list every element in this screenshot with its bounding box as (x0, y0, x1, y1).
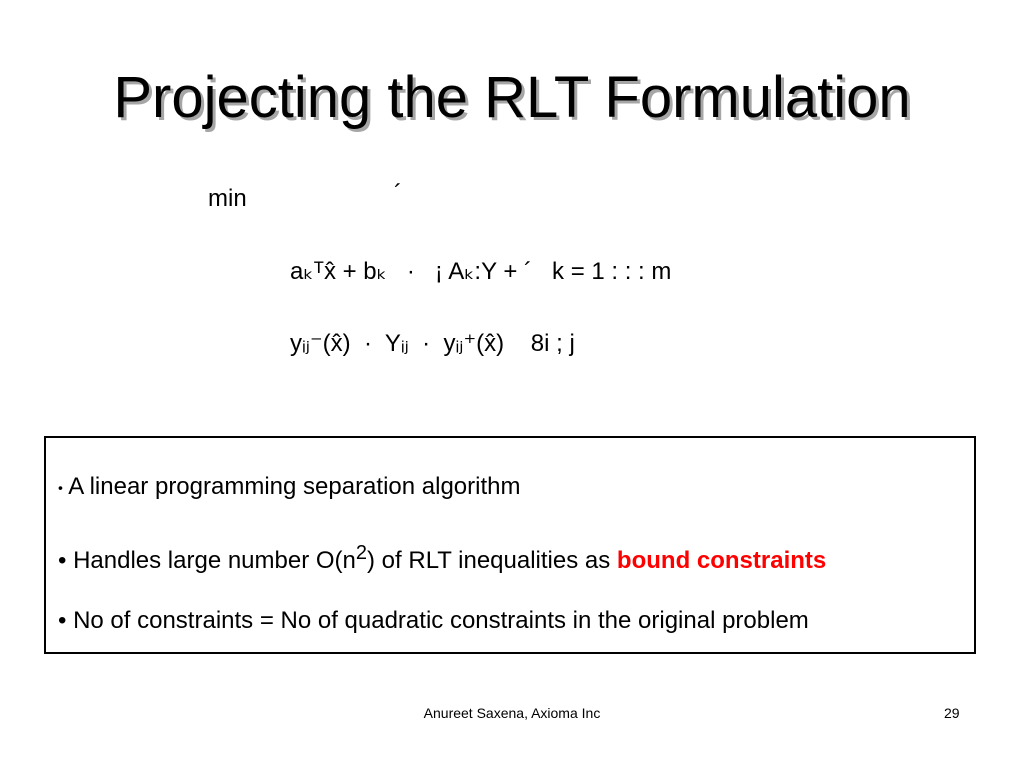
bullet-text-after: ) of RLT inequalities as (367, 547, 617, 574)
bullet-item-rlt-inequalities (58, 538, 826, 576)
formula-linear-constraint: aₖᵀx̂ + bₖ · ¡ Aₖ:Y + ´ k = 1 : : : m (290, 258, 672, 285)
bullet-text-before: Handles large number O(n (73, 547, 356, 574)
superscript-exponent: 2 (355, 542, 368, 564)
formula-objective-symbol: ´ (394, 180, 402, 207)
bullet-marker: • (58, 547, 67, 574)
slide-title: Projecting the RLT Formulation (113, 65, 911, 130)
bullet-item-constraint-count (58, 606, 809, 636)
bullet-item-lp-separation (58, 472, 520, 503)
formula-bound-constraint: yᵢⱼ⁻(x̂) · Yᵢⱼ · yᵢⱼ⁺(x̂) 8i ; j (290, 330, 575, 357)
bullet-text: A linear programming separation algorithm (68, 473, 521, 500)
bullet-box (44, 436, 976, 654)
bullet-marker: • (58, 479, 63, 496)
bullet-marker: • (58, 607, 67, 634)
highlight-bound-constraints: bound constraints (616, 547, 827, 574)
bullet-text: No of constraints = No of quadratic constraints in the original problem (73, 607, 809, 634)
footer-author: Anureet Saxena, Axioma Inc (423, 705, 601, 721)
formula-objective: min (208, 185, 247, 212)
footer-page-number: 29 (944, 705, 960, 721)
